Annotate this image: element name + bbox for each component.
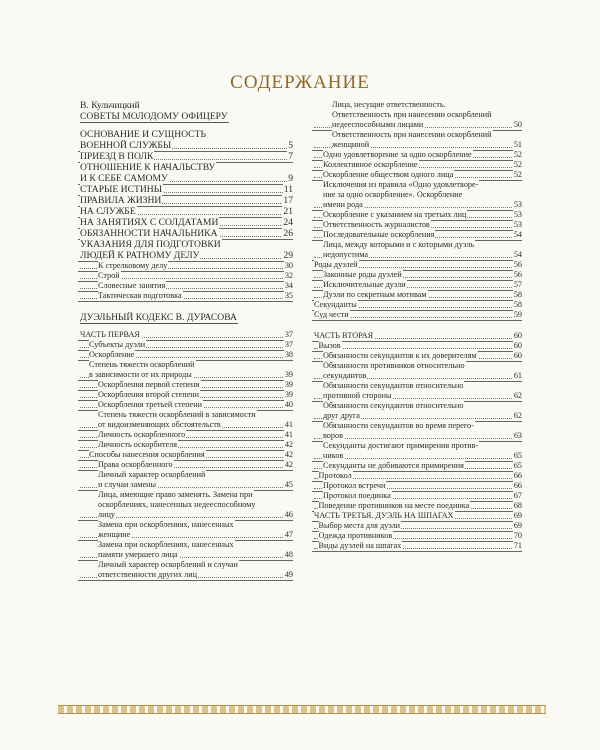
toc-entry-line [314,421,522,431]
toc-entry-line [314,441,522,451]
toc-entry-title: ВОЕННОЙ СЛУЖБЫ [80,140,172,151]
toc-entry [80,271,293,281]
toc-entry-title: оскорблениях, нанесенных недееспособному [98,500,256,509]
toc-entry [80,350,293,360]
toc-entry-title: женщиной [332,140,370,149]
toc-entry-title: Секунданты [314,300,357,309]
toc-entry-title: Секунданты достигают примирения против- [323,441,479,450]
toc-entry-title: в зависимости от их природы [89,370,192,379]
toc-page-number: 56 [513,260,522,269]
toc-entry-title: Личный характер оскорблений [98,470,206,479]
toc-right-column [314,100,522,551]
toc-entry-title: Протокол [318,471,352,480]
toc-page-number: 40 [284,400,293,409]
toc-entry [80,228,293,239]
toc-entry [80,420,293,430]
toc-spacer [314,320,522,331]
toc-page-number: 54 [513,230,522,239]
toc-entry-title: Секунданты не добиваются примирения [323,461,464,470]
toc-entry-title: ников [323,451,344,460]
toc-entry [314,341,522,351]
toc-page-number: 61 [513,371,522,380]
toc-entry-title: Субъекты дуэли [89,340,146,349]
toc-page-number: 52 [513,150,522,159]
toc-page-number: 66 [513,481,522,490]
toc-entry [314,371,522,381]
toc-entry-line [314,130,522,140]
toc-entry-title: лицу [98,510,115,519]
toc-entry-title: Одежда противников [318,531,393,540]
toc-entry-line [314,180,522,190]
toc-entry-line [314,401,522,411]
toc-entry [314,331,522,341]
toc-page-number: 39 [284,390,293,399]
toc-page-number: 57 [513,280,522,289]
toc-entry [314,531,522,541]
toc-entry-title: воров [323,431,343,440]
toc-entry-title: Обязанности секундантов относительно [323,401,464,410]
toc-entry-line [80,129,293,140]
toc-entry-title: Оскорбление [89,350,135,359]
toc-page-number: 35 [284,291,293,300]
toc-entry [314,491,522,501]
toc-entry [80,430,293,440]
toc-page-number: 34 [284,281,293,290]
toc-entry-title: Словесные занятия [98,281,166,290]
toc-page-number: 45 [284,480,293,489]
toc-entry-line [80,520,293,530]
toc-page-number: 30 [284,261,293,270]
toc-entry-title: Ответственность при нанесении оскорблений [332,130,492,139]
toc-entry [314,270,522,280]
toc-entry [314,260,522,270]
toc-entry-title: женщине [98,530,131,539]
toc-entry-title: ОСНОВАНИЕ И СУЩНОСТЬ [80,129,206,140]
toc-entry-title: от видоизменяющих обстоятельств [98,420,221,429]
toc-page-number: 53 [513,200,522,209]
dot-leader [314,438,522,439]
toc-page-number: 69 [513,521,522,530]
toc-entry-title: Личность оскорбленного [98,430,186,439]
toc-page-number: 54 [513,250,522,259]
toc-page-number: 42 [284,450,293,459]
toc-page-number: 7 [288,151,293,162]
toc-entry [314,140,522,150]
toc-entry [80,440,293,450]
toc-entry-line [80,410,293,420]
toc-page-number: 29 [283,250,293,261]
toc-entry [80,530,293,540]
toc-entry [80,151,293,162]
toc-page-number: 69 [513,511,522,520]
toc-page-number: 63 [513,431,522,440]
toc-entry-title: И К СЕБЕ САМОМУ [80,173,168,184]
toc-entry-line [314,381,522,391]
toc-page-number: 67 [513,491,522,500]
toc-page-number: 53 [513,210,522,219]
toc-entry [314,120,522,130]
toc-entry-line [80,540,293,550]
toc-entry-title: Лица, между которыми и с которыми дуэль [323,240,475,249]
toc-entry-title: Замена при оскорблениях, нанесенных [98,520,234,529]
toc-entry [80,510,293,520]
toc-entry-title: Исключительные дуэли [323,280,406,289]
toc-entry-title: Оскорбления второй степени [98,390,200,399]
toc-page-number: 65 [513,451,522,460]
toc-entry-title: Коллективное оскорбление [323,160,418,169]
toc-entry-title: недопустима [323,250,368,259]
toc-entry-line [80,360,293,370]
toc-entry [314,481,522,491]
toc-entry-title: Оскорбления первой степени [98,380,200,389]
toc-page-number: 68 [513,501,522,510]
toc-page-number: 39 [284,380,293,389]
toc-page-number: 48 [284,550,293,559]
toc-entry [314,290,522,300]
toc-page-number: 71 [513,541,522,550]
toc-entry-title: Способы нанесения оскорбления [89,450,205,459]
toc-entry-line [314,100,522,110]
toc-page-number: 65 [513,461,522,470]
toc-entry-title: Последовательные оскорбления [323,230,435,239]
toc-page-number: 5 [288,140,293,151]
toc-entry-title: Обязанности секундантов относительно [323,381,464,390]
toc-entry-line [80,500,293,510]
toc-entry-title: Лица, несущие ответственность. [332,100,446,109]
toc-entry-title: Ответственность при нанесении оскорблений [332,110,492,119]
toc-entry-title: ЧАСТЬ ПЕРВАЯ [80,330,140,339]
toc-entry-title: друг друга [323,411,360,420]
toc-entry [314,150,522,160]
toc-entry-line [80,560,293,570]
toc-entry [80,291,293,301]
toc-entry-title: Степень тяжести оскорблений в зависимости [98,410,256,419]
toc-page-number: 58 [513,290,522,299]
toc-entry [80,261,293,271]
toc-entry-line [80,470,293,480]
toc-entry [314,411,522,421]
toc-page-number: 42 [284,460,293,469]
toc-page-number: 58 [513,300,522,309]
toc-page-number: 60 [513,341,522,350]
toc-entry-title: Дуэли по секретным мотивам [323,290,427,299]
toc-entry-title: Тактическая подготовка [98,291,182,300]
toc-entry [80,281,293,291]
toc-page-number: 37 [284,340,293,349]
toc-entry [80,173,293,184]
toc-entry [80,370,293,380]
toc-entry-title: К стрелковому делу [98,261,168,270]
toc-entry-title: Протокол встречи [323,481,386,490]
toc-entry [80,390,293,400]
toc-entry-title: СТАРЫЕ ИСТИНЫ [80,184,163,195]
toc-page-number: 38 [284,350,293,359]
toc-entry-title: Степень тяжести оскорблений [89,360,195,369]
toc-page-number: 32 [284,271,293,280]
toc-entry-line [80,490,293,500]
toc-entry [80,184,293,195]
toc-entry-title: В. Кульчицкий [80,100,140,111]
toc-entry [80,140,293,151]
toc-entry [314,160,522,170]
toc-page-number: 59 [513,310,522,319]
toc-page-number: 52 [513,160,522,169]
toc-entry [314,220,522,230]
toc-entry [314,521,522,531]
toc-entry-line [80,312,293,323]
toc-entry-title: Исключения из правила «Одно удовлетворе- [323,180,479,189]
toc-entry-title: Поведение противников на месте поединка [318,501,470,510]
toc-entry-title: Оскорбление с указанием на третьих лиц [323,210,467,219]
toc-page-number: 21 [283,206,293,217]
toc-entry-title: ОБЯЗАННОСТИ НАЧАЛЬНИКА [80,228,218,239]
toc-entry-line [80,111,293,122]
toc-page-number: 60 [513,351,522,360]
toc-page-number: 50 [513,120,522,129]
toc-entry-title: ние за одно оскорбление». Оскорбление [323,190,463,199]
toc-page-number: 52 [513,170,522,179]
toc-entry-title: Строй [98,271,120,280]
toc-entry-line [314,110,522,120]
toc-entry-title: Обязанности противников относительно [323,361,465,370]
toc-entry-title: Лица, имеющие право заменять. Замена при [98,490,253,499]
toc-entry-title: Законные роды дуэлей [323,270,402,279]
toc-page-number: 24 [283,217,293,228]
toc-page-number: 70 [513,531,522,540]
toc-entry-line [314,190,522,200]
toc-entry-line [314,361,522,371]
toc-page-number: 41 [284,430,293,439]
toc-entry [314,200,522,210]
toc-entry [80,250,293,261]
toc-entry-line [314,240,522,250]
toc-entry [80,400,293,410]
toc-entry [80,206,293,217]
dot-leader [314,458,522,459]
toc-entry-title: противной стороны [323,391,392,400]
toc-page-number: 62 [513,391,522,400]
toc-entry-title: ДУЭЛЬНЫЙ КОДЕКС В. ДУРАСОВА [80,312,237,323]
toc-entry [80,480,293,490]
toc-entry [80,380,293,390]
toc-entry-line [80,239,293,250]
toc-entry-title: ответственности других лиц [98,570,198,579]
toc-page-number: 53 [513,220,522,229]
toc-entry [314,351,522,361]
toc-page-number: 42 [284,440,293,449]
toc-spacer [80,301,293,312]
toc-entry [314,230,522,240]
toc-entry [314,300,522,310]
toc-entry-title: Протокол поединка [323,491,391,500]
toc-page-number: 49 [284,570,293,579]
toc-page-number: 47 [284,530,293,539]
toc-page-number: 66 [513,471,522,480]
toc-page-number: 17 [283,195,293,206]
toc-page-number: 41 [284,420,293,429]
toc-entry [80,450,293,460]
toc-entry [314,310,522,320]
toc-left-column [80,100,293,580]
toc-entry-title: Замена при оскорблениях, нанесенных [98,540,234,549]
toc-entry [314,471,522,481]
toc-entry-title: Суд чести [314,310,349,319]
toc-entry-title: Вызов [318,341,341,350]
toc-entry [314,431,522,441]
toc-entry [314,210,522,220]
toc-entry-title: Оскорбление обществом одного лица [323,170,454,179]
toc-entry-title: Оскорбления третьей степени [98,400,202,409]
toc-page-number: 37 [284,330,293,339]
toc-entry-title: имени рода [323,200,363,209]
toc-entry-title: Выбор места для дуэли [318,521,401,530]
toc-entry-line [80,100,293,111]
toc-page-number: 60 [513,331,522,340]
toc-entry-title: секундантов [323,371,367,380]
toc-entry [80,340,293,350]
toc-entry-title: УКАЗАНИЯ ДЛЯ ПОДГОТОВКИ [80,239,221,250]
toc-entry-title: Личность оскорбителя [98,440,178,449]
toc-entry-title: недееспособными лицами [332,120,424,129]
decorative-border [58,705,546,714]
toc-page-number: 46 [284,510,293,519]
toc-page-number: 11 [283,184,293,195]
toc-entry-title: Одно удовлетворение за одно оскорбление [323,150,472,159]
toc-entry-title: Личный характер оскорблений и случаи [98,560,238,569]
page-title: СОДЕРЖАНИЕ [230,72,370,93]
toc-entry-title: Ответственность журналистов [323,220,430,229]
toc-entry [80,330,293,340]
toc-entry [314,451,522,461]
toc-entry-title: ЛЮДЕЙ К РАТНОМУ ДЕЛУ [80,250,200,261]
toc-entry [80,195,293,206]
toc-entry-title: и случаи замены [98,480,156,489]
toc-entry [80,460,293,470]
toc-entry [314,250,522,260]
toc-entry-title: ПРИЕЗД В ПОЛК [80,151,154,162]
toc-entry-title: Обязанности секундантов во время перего- [323,421,474,430]
toc-entry-title: ЧАСТЬ ВТОРАЯ [314,331,374,340]
toc-page-number: 26 [283,228,293,239]
toc-entry-title: СОВЕТЫ МОЛОДОМУ ОФИЦЕРУ [80,111,228,122]
toc-page-number: 51 [513,140,522,149]
toc-entry-line [80,162,293,173]
toc-entry-title: Обязанности секундантов к их доверителям [323,351,477,360]
dot-leader [314,348,522,349]
toc-entry [314,541,522,551]
toc-entry [314,391,522,401]
toc-entry [314,511,522,521]
toc-entry [80,550,293,560]
toc-page-number: 56 [513,270,522,279]
toc-entry-title: ПРАВИЛА ЖИЗНИ [80,195,162,206]
toc-page-number: 39 [284,370,293,379]
toc-page-number: 62 [513,411,522,420]
toc-page-number: 9 [288,173,293,184]
toc-entry [314,461,522,471]
toc-spacer [80,323,293,330]
toc-entry [314,280,522,290]
toc-entry-title: ОТНОШЕНИЕ К НАЧАЛЬСТВУ [80,162,216,173]
toc-entry [314,501,522,511]
toc-entry [314,170,522,180]
toc-entry-title: Права оскорбленного [98,460,173,469]
toc-entry-title: Роды дуэлей [314,260,358,269]
toc-entry-title: памяти умершего лица [98,550,178,559]
toc-entry [80,570,293,580]
toc-entry-title: Виды дуэлей на шпагах [318,541,402,550]
toc-entry-title: ЧАСТЬ ТРЕТЬЯ. ДУЭЛЬ НА ШПАГАХ [314,511,454,520]
toc-entry-title: НА СЛУЖБЕ [80,206,136,217]
toc-entry-title: НА ЗАНЯТИЯХ С СОЛДАТАМИ [80,217,219,228]
toc-entry [80,217,293,228]
toc-spacer [80,122,293,129]
